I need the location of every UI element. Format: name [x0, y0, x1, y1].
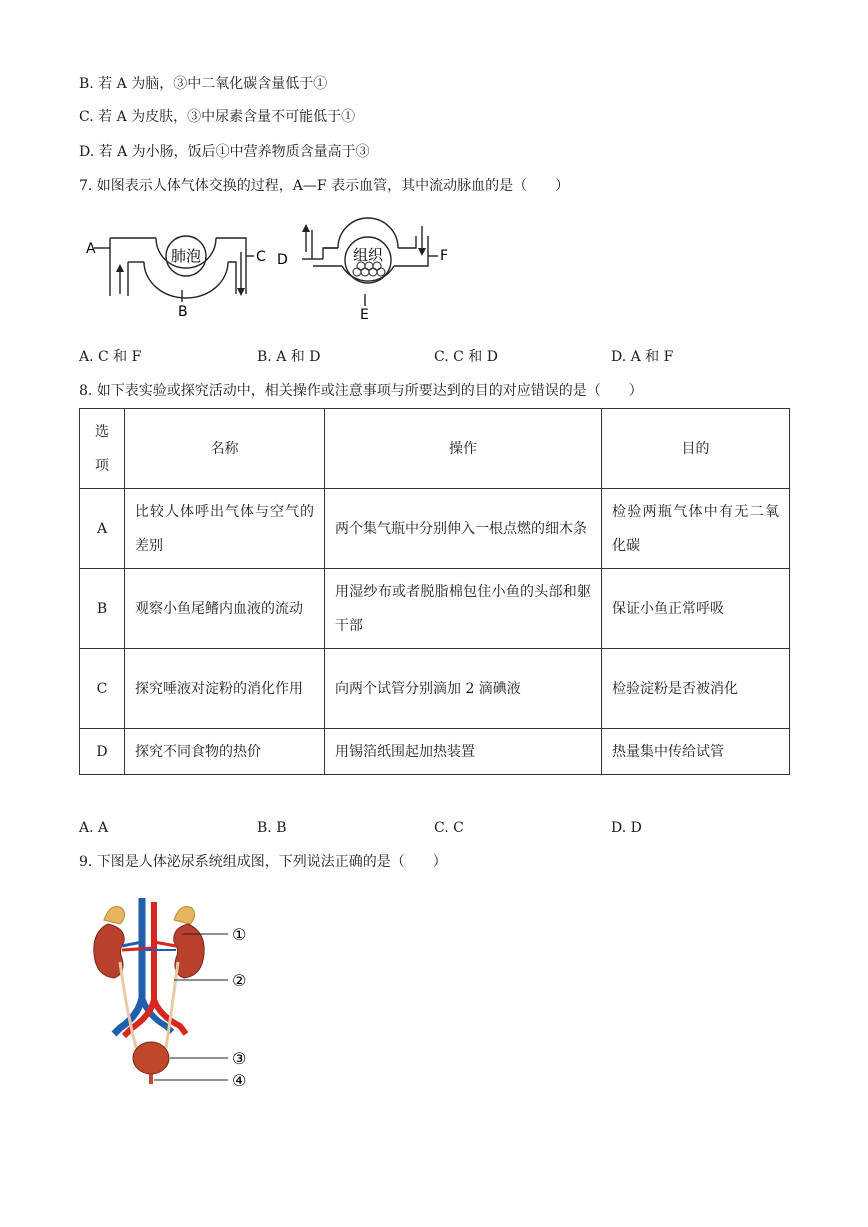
label-A: A — [86, 241, 96, 257]
table-row — [80, 569, 790, 649]
label-E: E — [360, 307, 369, 323]
q6-option-d: D. 若 A 为小肠，饭后①中营养物质含量高于③ — [79, 144, 370, 160]
row-goal: 检验两瓶气体中有无二氧化碳 — [602, 489, 790, 569]
row-operation: 向两个试管分别滴加 2 滴碘液 — [325, 649, 602, 729]
q7-option-b: B. A 和 D — [257, 349, 321, 365]
row-option: C — [80, 649, 125, 729]
label-D: D — [277, 252, 288, 268]
row-goal: 热量集中传给试管 — [602, 729, 790, 775]
q8-option-a: A. A — [79, 820, 109, 836]
q6-option-c: C. 若 A 为皮肤，③中尿素含量不可能低于① — [79, 109, 356, 125]
q8-option-c: C. C — [434, 820, 464, 836]
header-goal: 目的 — [602, 409, 790, 489]
row-goal: 保证小鱼正常呼吸 — [602, 569, 790, 649]
label-F: F — [440, 248, 449, 264]
row-name: 探究不同食物的热价 — [125, 729, 325, 775]
label-3: ③ — [232, 1049, 247, 1068]
table-row — [80, 489, 790, 569]
q7-option-a: A. C 和 F — [79, 349, 142, 365]
q8-option-d: D. D — [611, 820, 642, 836]
q7-stem: 7. 如图表示人体气体交换的过程，A—F 表示血管，其中流动脉血的是（ ） — [79, 178, 570, 194]
q6-option-b: B. 若 A 为脑，③中二氧化碳含量低于① — [79, 76, 328, 92]
row-name: 观察小鱼尾鳍内血液的流动 — [125, 569, 325, 649]
row-operation: 用湿纱布或者脱脂棉包住小鱼的头部和躯干部 — [325, 569, 602, 649]
label-B: B — [178, 304, 188, 320]
row-name: 比较人体呼出气体与空气的差别 — [125, 489, 325, 569]
q8-table — [79, 408, 790, 775]
table-row — [80, 729, 790, 775]
q7-gas-exchange-figure — [80, 212, 460, 324]
header-option: 选项 — [80, 409, 125, 489]
header-name: 名称 — [125, 409, 325, 489]
label-tissue: 组织 — [352, 246, 384, 264]
table-header-row — [80, 409, 790, 489]
q7-option-d: D. A 和 F — [611, 349, 674, 365]
label-alveolus: 肺泡 — [170, 247, 202, 265]
q7-options — [79, 347, 799, 367]
q9-stem: 9. 下图是人体泌尿系统组成图，下列说法正确的是（ ） — [79, 854, 447, 870]
row-operation: 用锡箔纸围起加热装置 — [325, 729, 602, 775]
label-2: ② — [232, 971, 247, 990]
row-option: D — [80, 729, 125, 775]
row-operation: 两个集气瓶中分别伸入一根点燃的细木条 — [325, 489, 602, 569]
row-name: 探究唾液对淀粉的消化作用 — [125, 649, 325, 729]
q9-urinary-system-figure — [86, 898, 256, 1098]
q8-stem: 8. 如下表实验或探究活动中，相关操作或注意事项与所要达到的目的对应错误的是（ ） — [79, 383, 643, 399]
q8-options — [79, 818, 799, 838]
label-4: ④ — [232, 1071, 247, 1090]
label-1: ① — [232, 925, 247, 944]
q8-option-b: B. B — [257, 820, 287, 836]
header-operation: 操作 — [325, 409, 602, 489]
row-option: A — [80, 489, 125, 569]
label-C: C — [256, 249, 266, 265]
row-goal: 检验淀粉是否被消化 — [602, 649, 790, 729]
q7-option-c: C. C 和 D — [434, 349, 498, 365]
row-option: B — [80, 569, 125, 649]
table-row — [80, 649, 790, 729]
